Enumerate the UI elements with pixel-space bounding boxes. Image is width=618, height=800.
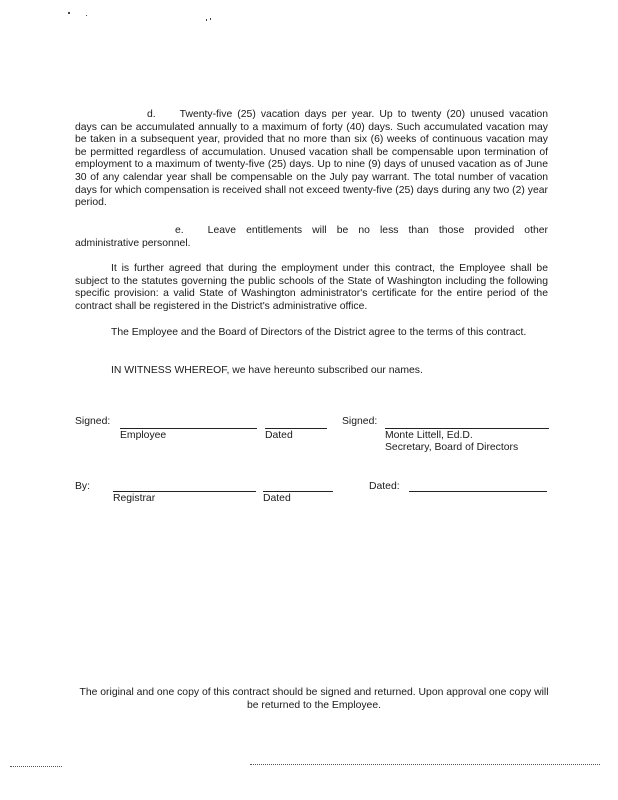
paragraph-e xyxy=(75,225,548,250)
signer-name: Monte Littell, Ed.D. xyxy=(385,430,473,441)
paragraph-certificate-text: It is further agreed that during the employment under this contract, the Employee shall be subject to the statutes governing the public schools of the State of Washington including the following specific provision: a valid State of Washington administrator's certificate for the entire period of the contract shall be registered in the District's administrative office. xyxy=(75,263,548,312)
registrar-label: Registrar xyxy=(113,493,156,504)
signer-title: Secretary, Board of Directors xyxy=(385,442,519,453)
paragraph-d-marker: d. xyxy=(147,109,156,120)
paragraph-d-text: Twenty-five (25) vacation days per year. Up to twenty (20) unused vacation days can be accumulated annually to a maximum of forty (40) days. Such accumulated vacation may be taken in a subsequent year, provided that no more than six (6) weeks of continuous vacation may be permitted regardless of accumulation. Unused vacation shall be compensable upon termination of employment to a maximum of twenty-five (25) days. Up to nine (9) days of unused vacation as of June 30 of any calendar year shall be compensable on the July pay warrant. The total number of vacation days for which compensation is received shall not exceed twenty-five (25) days during any two (2) year period. xyxy=(75,109,548,209)
signed-label-right: Signed: xyxy=(342,416,378,427)
scan-speck xyxy=(68,12,70,14)
paragraph-agreement xyxy=(75,327,548,340)
closing-note xyxy=(78,686,550,712)
employee-date-line xyxy=(265,428,327,429)
by-label: By: xyxy=(75,481,91,492)
dated-label-right: Dated: xyxy=(369,481,400,492)
registrar-signature-line xyxy=(113,491,256,492)
right-date-line xyxy=(409,491,547,492)
scan-artifact-line xyxy=(250,764,600,765)
scan-speck xyxy=(210,18,211,20)
secretary-signature-line xyxy=(385,428,549,429)
dated-label-1: Dated xyxy=(265,430,293,441)
signed-label-left: Signed: xyxy=(75,416,111,427)
paragraph-d xyxy=(75,109,548,210)
scan-speck xyxy=(206,19,207,21)
registrar-date-line xyxy=(263,491,333,492)
employee-label: Employee xyxy=(120,430,167,441)
scan-speck xyxy=(86,15,87,16)
closing-note-text: The original and one copy of this contract should be signed and returned. Upon approval one copy will be returned to the Employee. xyxy=(79,687,549,711)
dated-label-2: Dated xyxy=(263,493,291,504)
paragraph-agreement-text: The Employee and the Board of Directors of the District agree to the terms of this contract. xyxy=(111,327,527,338)
paragraph-witness xyxy=(75,365,548,378)
employee-signature-line xyxy=(120,428,257,429)
scan-artifact-line xyxy=(10,766,62,767)
paragraph-witness-text: IN WITNESS WHEREOF, we have hereunto subscribed our names. xyxy=(111,365,423,376)
paragraph-e-marker: e. xyxy=(175,225,184,236)
paragraph-e-text: Leave entitlements will be no less than those provided other administrative personnel. xyxy=(75,225,548,249)
paragraph-certificate xyxy=(75,263,548,313)
